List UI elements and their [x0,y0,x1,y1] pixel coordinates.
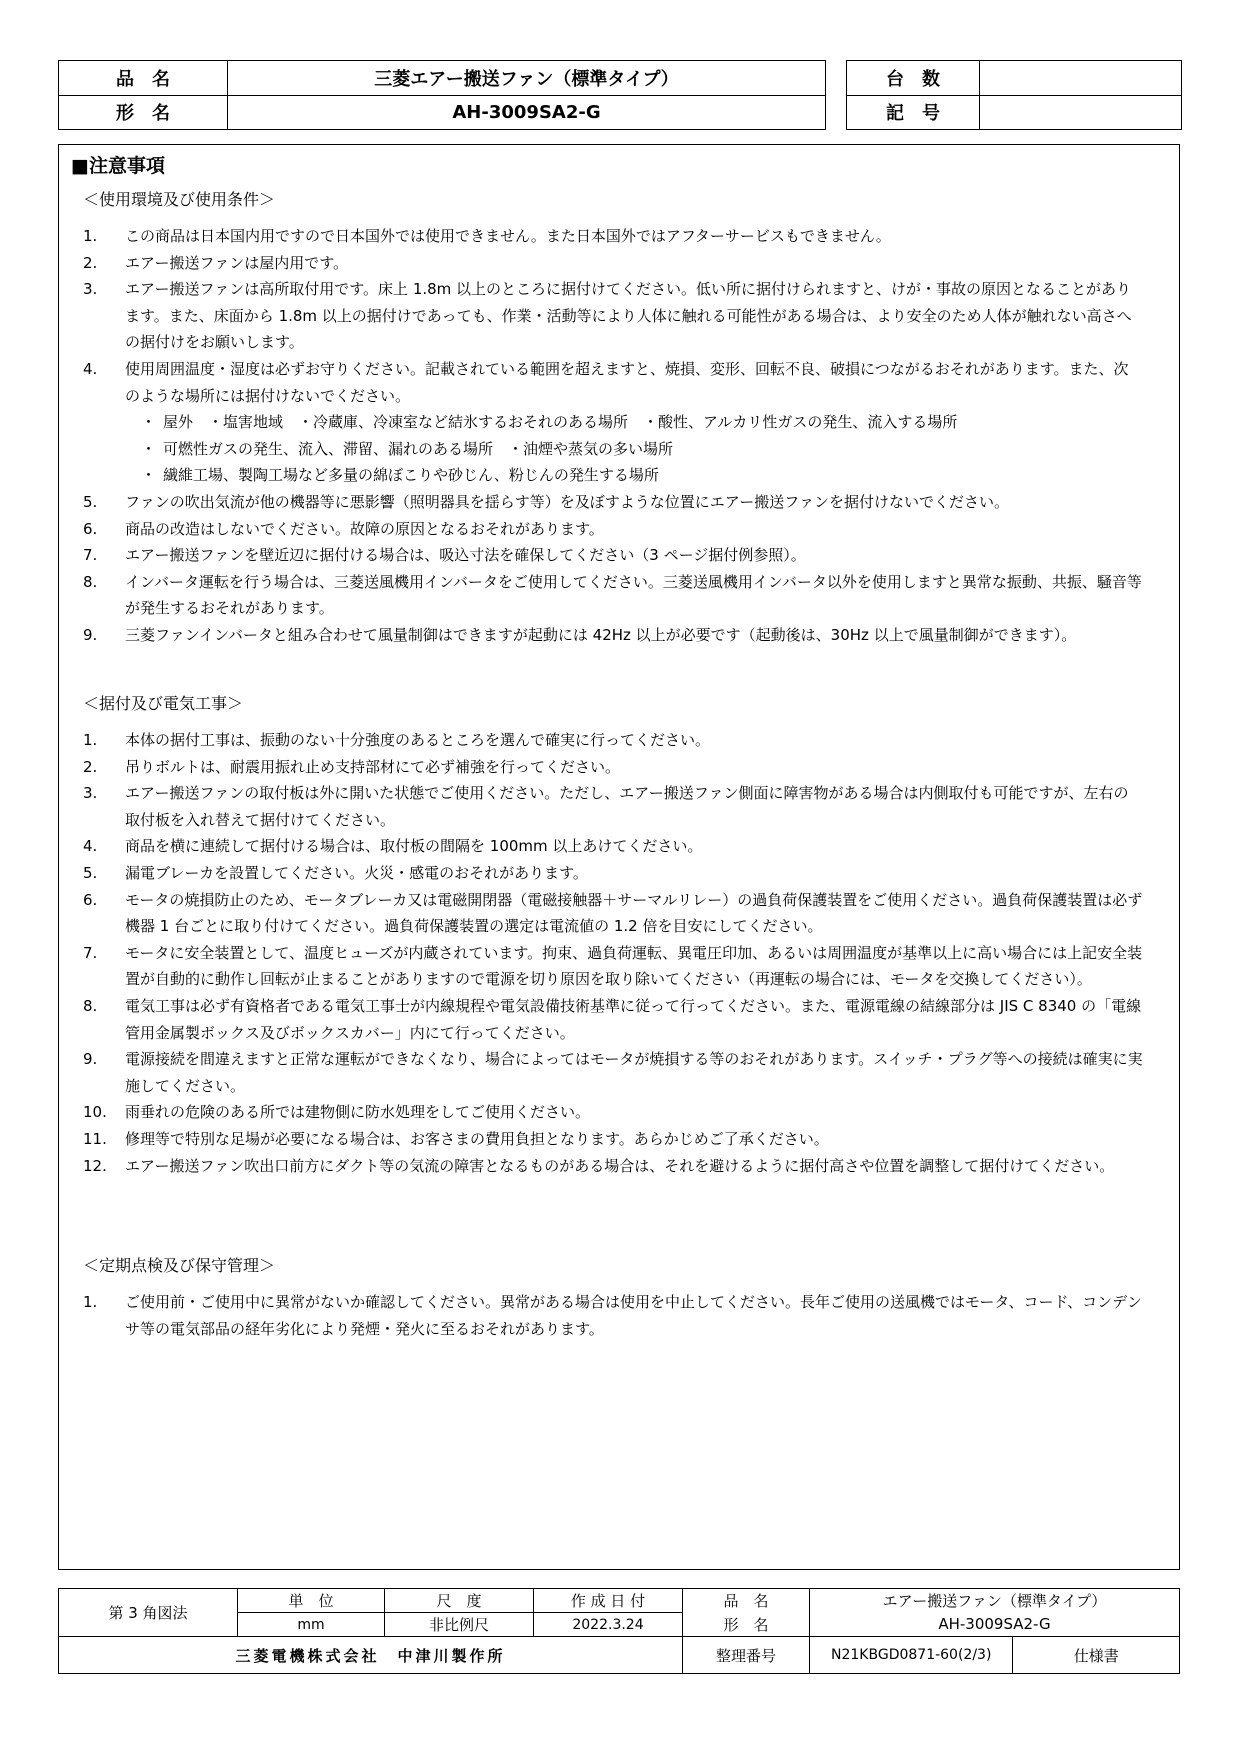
title-block-right [846,60,1182,130]
date-label: 作 成 日 付 [534,1589,683,1613]
scale-value: 非比例尺 [385,1613,534,1637]
company-name: 三菱電機株式会社 中津川製作所 [59,1637,683,1674]
unit-label: 単 位 [238,1589,385,1613]
product-name-value: 三菱エアー搬送ファン（標準タイプ） [228,61,826,96]
notes-title: ■注意事項 [71,155,165,177]
section-list-maintenance [83,1289,1143,1342]
list-item: 11. 修理等で特別な足場が必要になる場合は、お客さまの費用負担となります。あらかじめご了承ください。 [83,1129,829,1148]
list-item: 10. 雨垂れの危険のある所では建物側に防水処理をしてご使用ください。 [83,1103,591,1122]
symbol-label: 記 号 [847,95,980,130]
reference-number: N21KBGD0871-60(2/3) [810,1637,1013,1673]
projection-method: 第 3 角図法 [59,1589,238,1637]
model-name-value: AH-3009SA2-G [228,95,826,130]
model-label: 形 名 [683,1613,810,1637]
date-value: 2022.3.24 [534,1613,683,1637]
section-heading: ＜据付及び電気工事＞ [83,694,244,713]
bullet-item: ・ 繊維工場、製陶工場など多量の綿ぼこりや砂じん、粉じんの発生する場所 [141,466,659,485]
section-list-environment [83,223,1143,649]
units-label: 台 数 [847,61,980,96]
product-name-label: 品 名 [59,61,228,96]
reference-cell [810,1637,1180,1674]
model-name-label: 形 名 [59,95,228,130]
list-item: 3. エアー搬送ファンの取付板は外に開いた状態でご使用ください。ただし、エアー搬送ファン側面に障害物がある場合は内側取付も可能ですが、左右の取付板を入れ替えて据付けてください。 [83,784,1129,829]
list-item: 2. 吊りボルトは、耐震用振れ止め支持部材にて必ず補強を行ってください。 [83,757,621,776]
section-heading: ＜定期点検及び保守管理＞ [83,1256,276,1275]
list-item: 12. エアー搬送ファン吹出口前方にダクト等の気流の障害となるものがある場合は、それを避けるように据付高さや位置を調整して据付けてください。 [83,1156,1115,1175]
scale-label: 尺 度 [385,1589,534,1613]
document-type: 仕様書 [1073,1646,1119,1665]
list-item: 1. この商品は日本国内用ですので日本国外では使用できません。また日本国外ではアフターサービスもできません。 [83,227,891,245]
section-list-installation [83,727,1143,1179]
list-item: 6. 商品の改造はしないでください。故障の原因となるおそれがあります。 [83,519,604,538]
list-item: 5. ファンの吹出気流が他の機器等に悪影響（照明器具を揺らす等）を及ぼすような位置にエアー搬送ファンを据付けないでください。 [83,492,1009,511]
list-item: 9. 電源接続を間違えますと正常な運転ができなくなり、場合によってはモータが焼損する等のおそれがあります。スイッチ・プラグ等への接続は確実に実施してください。 [83,1050,1143,1095]
list-item: 2. エアー搬送ファンは屋内用です。 [83,253,349,272]
title-block-left [58,60,826,130]
list-item: 6. モータの焼損防止のため、モータブレーカ又は電磁開閉器（電磁接触器＋サーマルリレー）の過負荷保護装置をご使用ください。過負荷保護装置は必ず機器 1 台ごとに取り付けてください。過負荷保護装置の選定は電流値の 1.2 倍を目安にしてください。 [83,890,1143,936]
notes-frame [58,144,1180,1570]
bullet-list [125,409,1143,489]
list-item: 3. エアー搬送ファンは高所取付用です。床上 1.8m 以上のところに据付けてください。低い所に据付けられますと、けが・事故の原因となることがあります。また、床面から 1.8m 以上の据付けであっても、作業・活動等により人体に触れる可能性がある場合は、より安全のため人体が触れない高さへの据付けをお願いします。 [83,280,1132,352]
symbol-value [980,95,1182,130]
list-item: 1. 本体の据付工事は、振動のない十分強度のあるところを選んで確実に行ってください。 [83,731,711,749]
model-value: AH-3009SA2-G [810,1613,1180,1637]
list-item: 5. 漏電ブレーカを設置してください。火災・感電のおそれがあります。 [83,863,588,882]
section-heading: ＜使用環境及び使用条件＞ [83,190,276,209]
list-item: 8. インバータ運転を行う場合は、三菱送風機用インバータをご使用してください。三菱送風機用インバータ以外を使用しますと異常な振動、共振、騒音等が発生するおそれがあります。 [83,572,1142,618]
list-item: 7. モータに安全装置として、温度ヒューズが内蔵されています。拘束、過負荷運転、異電圧印加、あるいは周囲温度が基準以上に高い場合には上記安全装置が自動的に動作し回転が止まることがありますので電源を切り原因を取り除いてください（再運転の場合には、モータを交換してください）。 [83,943,1143,989]
bullet-item: ・ 可燃性ガスの発生、流入、滞留、漏れのある場所 ・油煙や蒸気の多い場所 [141,439,674,458]
reference-subtable [810,1637,1179,1673]
units-value [980,61,1182,96]
product-label: 品 名 [683,1589,810,1613]
bullet-item: ・ 屋外 ・塩害地域 ・冷蔵庫、冷凍室など結氷するおそれのある場所 ・酸性、アルカリ性ガスの発生、流入する場所 [141,413,958,432]
reference-label: 整理番号 [683,1637,810,1674]
list-item: 1. ご使用前・ご使用中に異常がないか確認してください。異常がある場合は使用を中止してください。長年ご使用の送風機ではモータ、コード、コンデンサ等の電気部品の経年劣化により発煙・発火に至るおそれがあります。 [83,1293,1142,1338]
list-item: 4. 使用周囲温度・湿度は必ずお守りください。記載されている範囲を超えますと、焼損、変形、回転不良、破損につながるおそれがあります。また、次のような場所には据付けないでください。 ・ 屋外 ・塩害地域 ・冷蔵庫、冷凍室など結氷するおそれのある場所 ・酸性、アルカリ性ガスの発生、流入する場所 ・ 可燃性ガスの発生、流入、滞留、漏れのある場所 ・油煙や蒸気の多い場所 ・ 繊維工場、製陶工場など多量の綿ぼこりや砂じん、粉じんの発生する場所 [83,356,1143,489]
list-item: 7. エアー搬送ファンを壁近辺に据付ける場合は、吸込寸法を確保してください（3 ページ据付例参照）。 [83,546,806,565]
footer-title-block [58,1588,1180,1674]
unit-value: mm [238,1613,385,1637]
list-item: 9. 三菱ファンインバータと組み合わせて風量制御はできますが起動には 42Hz 以上が必要です（起動後は、30Hz 以上で風量制御ができます）。 [83,625,1077,644]
product-value: エアー搬送ファン（標準タイプ） [810,1589,1180,1613]
list-item: 8. 電気工事は必ず有資格者である電気工事士が内線規程や電気設備技術基準に従って行ってください。また、電源電線の結線部分は JIS C 8340 の「電線管用金属製ボックス及びボックスカバー」内にて行ってください。 [83,996,1142,1042]
list-item: 4. 商品を横に連続して据付ける場合は、取付板の間隔を 100mm 以上あけてください。 [83,837,703,856]
